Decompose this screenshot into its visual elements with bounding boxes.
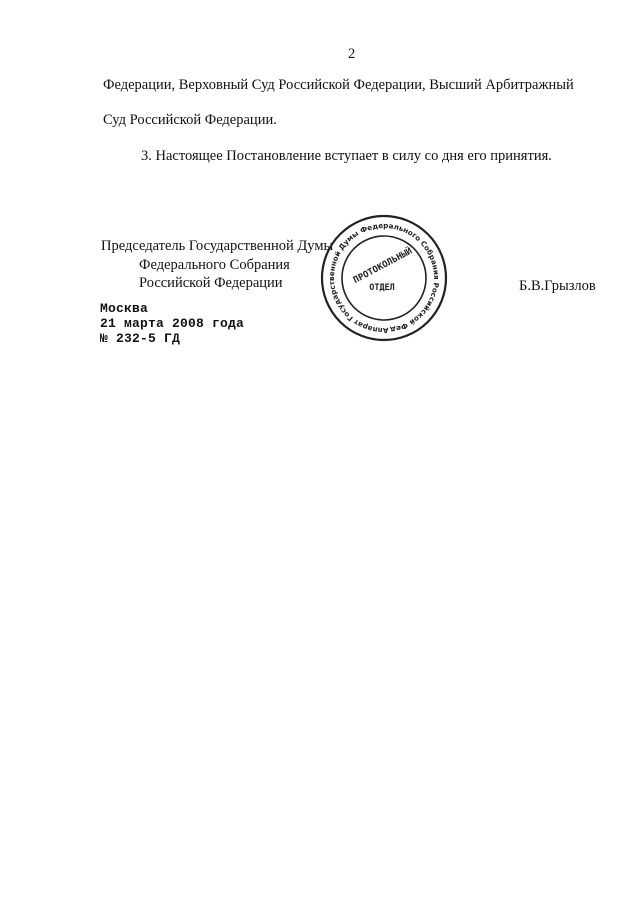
official-stamp [318,212,450,344]
signatory-name: Б.В.Грызлов [519,278,596,294]
footer-date: 21 марта 2008 года [100,316,245,331]
body-paragraph-3: 3. Настоящее Постановление вступает в силу со дня его принятия. [141,148,552,164]
footer-number: № 232-5 ГД [100,331,181,346]
signatory-title-line-3: Российской Федерации [139,275,283,291]
stamp-outer-ring [322,216,446,340]
body-line-2: Суд Российской Федерации. [103,112,277,128]
signatory-title-line-2: Федерального Собрания [139,257,290,273]
body-line-1: Федерации, Верховный Суд Российской Федерации, Высший Арбитражный [103,77,574,93]
stamp-outer-text: Аппарат Государственной Думы Федерального Собрания Российской Федерации [326,220,442,336]
footer-city: Москва [100,301,149,316]
stamp-inner-line-1: ПРОТОКОЛЬНЫЙ [352,246,415,286]
stamp-inner-line-2: ОТДЕЛ [369,283,395,293]
signatory-title-line-1: Председатель Государственной Думы [101,238,334,254]
page-number: 2 [348,46,356,62]
